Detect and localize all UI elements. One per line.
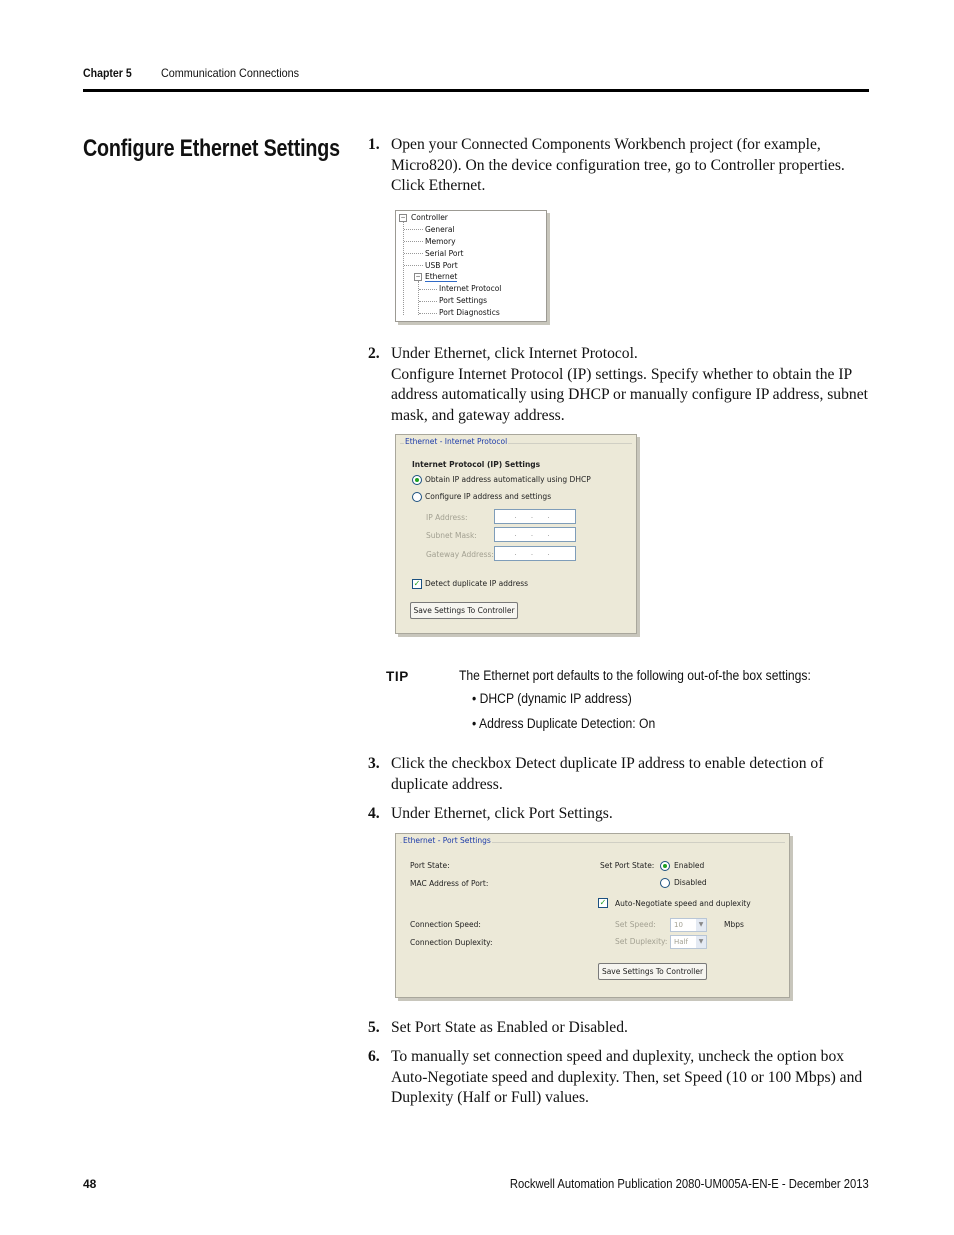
tip-bullet-text: DHCP (dynamic IP address) xyxy=(479,691,632,706)
port-settings-panel xyxy=(395,833,790,998)
step-number: 2. xyxy=(368,345,380,362)
step-5 xyxy=(368,1018,868,1039)
duplexity-select[interactable] xyxy=(670,935,707,949)
tree-controller[interactable]: Controller xyxy=(411,213,448,222)
tip-bullet: • Address Duplicate Detection: On xyxy=(472,716,656,731)
chevron-down-icon[interactable]: ▼ xyxy=(696,919,706,931)
chapter-label: Chapter 5 xyxy=(83,66,132,80)
step-number: 1. xyxy=(368,136,380,153)
enabled-radio[interactable] xyxy=(660,861,670,871)
dhcp-radio[interactable] xyxy=(412,475,422,485)
step-subtext: Configure Internet Protocol (IP) settings. Specify whether to obtain the IP address automatically using DHCP or manually configure IP address, subnet mask, and gateway address. xyxy=(391,365,868,424)
step-number: 5. xyxy=(368,1019,380,1036)
tree-item-ethernet[interactable]: Ethernet xyxy=(425,272,458,281)
page-number: 48 xyxy=(83,1177,97,1191)
connection-speed-label: Connection Speed: xyxy=(410,920,481,929)
connection-duplexity-label: Connection Duplexity: xyxy=(410,938,493,947)
chevron-down-icon[interactable]: ▼ xyxy=(696,936,706,948)
duplexity-value: Half xyxy=(674,938,688,946)
step-3 xyxy=(368,754,868,795)
detect-duplicate-checkbox[interactable]: ✓ xyxy=(413,579,421,588)
speed-select[interactable] xyxy=(670,918,707,932)
auto-negotiate-label: Auto-Negotiate speed and duplexity xyxy=(615,899,751,908)
step-number: 3. xyxy=(368,755,380,772)
save-settings-button[interactable]: Save Settings To Controller xyxy=(598,963,707,980)
step-text: To manually set connection speed and duplexity, uncheck the option box Auto-Negotiate speed and duplexity. Then, set Speed (10 or 100 Mbps) and Duplexity (Half or Full) values. xyxy=(391,1048,863,1106)
tip-bullet: • DHCP (dynamic IP address) xyxy=(472,691,632,706)
step-6 xyxy=(368,1047,868,1109)
ip-address-label: IP Address: xyxy=(426,513,468,522)
step-number: 6. xyxy=(368,1048,380,1065)
tree-item-internet-protocol[interactable]: Internet Protocol xyxy=(439,284,502,293)
tip-label: TIP xyxy=(386,669,409,684)
disabled-radio[interactable] xyxy=(660,878,670,888)
panel-title: Ethernet - Internet Protocol xyxy=(405,437,508,446)
subnet-mask-field[interactable]: . . . xyxy=(494,527,576,542)
ip-group-title: Internet Protocol (IP) Settings xyxy=(412,460,541,469)
set-speed-label: Set Speed: xyxy=(615,920,656,929)
device-config-tree xyxy=(395,210,547,322)
step-text: Set Port State as Enabled or Disabled. xyxy=(391,1019,628,1036)
tree-item-port-diagnostics[interactable]: Port Diagnostics xyxy=(439,308,500,317)
section-title: Configure Ethernet Settings xyxy=(83,135,340,162)
tree-item-general[interactable]: General xyxy=(425,225,455,234)
gateway-address-field[interactable]: . . . xyxy=(494,546,576,561)
step-text: Click the checkbox Detect duplicate IP address to enable detection of duplicate address. xyxy=(391,755,824,793)
step-4 xyxy=(368,804,868,825)
tip-bullet-text: Address Duplicate Detection: On xyxy=(478,716,656,731)
manual-ip-radio[interactable] xyxy=(412,492,422,502)
step-1 xyxy=(368,135,868,197)
publication-info: Rockwell Automation Publication 2080-UM005A-EN-E - December 2013 xyxy=(510,1177,869,1191)
tree-item-serial-port[interactable]: Serial Port xyxy=(425,249,464,258)
set-duplexity-label: Set Duplexity: xyxy=(615,937,668,946)
step-text: Open your Connected Components Workbench project (for example, Micro820). On the device configuration tree, go to Controller properties. Click Ethernet. xyxy=(391,136,845,194)
ip-settings-panel xyxy=(395,434,637,634)
tree-item-memory[interactable]: Memory xyxy=(425,237,456,246)
gateway-address-label: Gateway Address: xyxy=(426,550,494,559)
mac-address-label: MAC Address of Port: xyxy=(410,879,489,888)
tree-item-port-settings[interactable]: Port Settings xyxy=(439,296,488,305)
set-port-state-label: Set Port State: xyxy=(600,861,655,870)
port-state-label: Port State: xyxy=(410,861,450,870)
tip-intro: The Ethernet port defaults to the following out-of-the box settings: xyxy=(459,668,811,683)
step-text: Under Ethernet, click Internet Protocol. xyxy=(391,345,638,362)
header-rule xyxy=(83,89,869,92)
save-settings-button[interactable]: Save Settings To Controller xyxy=(410,602,518,619)
collapse-icon[interactable]: − xyxy=(415,273,421,280)
collapse-icon[interactable]: − xyxy=(400,214,406,221)
chapter-title: Communication Connections xyxy=(161,66,300,80)
disabled-radio-label: Disabled xyxy=(674,878,707,887)
speed-unit: Mbps xyxy=(724,920,744,929)
ip-address-field[interactable]: . . . xyxy=(494,509,576,524)
step-text: Under Ethernet, click Port Settings. xyxy=(391,805,613,822)
speed-value: 10 xyxy=(674,921,683,929)
dhcp-radio-label: Obtain IP address automatically using DHCP xyxy=(425,475,591,484)
detect-duplicate-label: Detect duplicate IP address xyxy=(425,579,529,588)
step-2 xyxy=(368,344,868,426)
tree-item-usb-port[interactable]: USB Port xyxy=(425,261,458,270)
enabled-radio-label: Enabled xyxy=(674,861,705,870)
subnet-mask-label: Subnet Mask: xyxy=(426,531,477,540)
auto-negotiate-checkbox[interactable]: ✓ xyxy=(599,898,607,907)
manual-ip-radio-label: Configure IP address and settings xyxy=(425,492,552,501)
panel-title: Ethernet - Port Settings xyxy=(403,836,491,845)
step-number: 4. xyxy=(368,805,380,822)
